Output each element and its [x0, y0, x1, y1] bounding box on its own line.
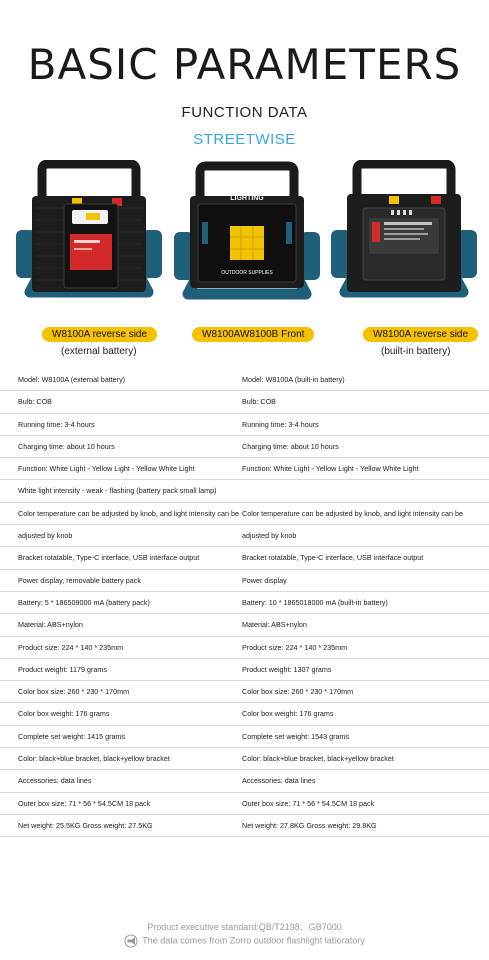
- flashlight-icon: [124, 934, 138, 948]
- spec-row: [0, 748, 489, 770]
- spec-right: adjusted by knob: [242, 531, 297, 541]
- spec-row: [0, 369, 489, 391]
- product-image-front: [172, 160, 322, 325]
- spec-right: Charging time: about 10 hours: [242, 441, 339, 451]
- spec-right: Color box size: 260 * 230 * 170mm: [242, 687, 354, 697]
- spec-left: Outer box size: 71 * 56 * 54.5CM 18 pack: [18, 798, 151, 808]
- spec-row: [0, 659, 489, 681]
- spec-left: Material: ABS+nylon: [18, 620, 83, 630]
- product-subcaption-builtin: (built-in battery): [381, 346, 451, 357]
- spec-row: [0, 547, 489, 569]
- spec-left: Product weight: 1179 grams: [18, 664, 107, 674]
- spec-right: Running time: 3-4 hours: [242, 419, 319, 429]
- spec-right: Color box weight: 176 grams: [242, 709, 334, 719]
- spec-right: Color temperature can be adjusted by knob, and light intensity can be: [242, 508, 463, 518]
- brand-name: STREETWISE: [193, 131, 296, 148]
- product-image-external-battery: [14, 160, 164, 325]
- spec-row: [0, 770, 489, 792]
- outdoor-supplies-label: OUTDOOR SUPPLIES: [221, 270, 273, 276]
- spec-left: Power display, removable battery pack: [18, 575, 141, 585]
- spec-right: Bracket rotatable, Type-C interface, USB interface output: [242, 553, 424, 563]
- data-source-note: [0, 934, 489, 948]
- spec-left: Charging time: about 10 hours: [18, 441, 115, 451]
- spec-left: Battery: 5 * 186509000 mA (battery pack): [18, 597, 150, 607]
- product-image-builtin-battery: [329, 160, 479, 325]
- spec-row: [0, 815, 489, 837]
- spec-row: [0, 726, 489, 748]
- spec-left: Net weight: 25.5KG Gross weight: 27.5KG: [18, 820, 153, 830]
- spec-row: [0, 703, 489, 725]
- spec-right: Power display: [242, 575, 287, 585]
- spec-row: [0, 414, 489, 436]
- product-caption-builtin: W8100A reverse side: [363, 327, 478, 342]
- executive-standard: Product executive standard:QB/T2198、GB7000: [147, 922, 342, 932]
- spec-right: Complete set weight: 1543 grams: [242, 731, 350, 741]
- spec-row: [0, 614, 489, 636]
- spec-left: Function: White Light - Yellow Light - Yellow White Light: [18, 464, 195, 474]
- spec-row: [0, 503, 489, 525]
- spec-left: Product size: 224 * 140 * 235mm: [18, 642, 124, 652]
- spec-left: Color temperature can be adjusted by knob, and light intensity can be: [18, 508, 239, 518]
- spec-right: Bulb: COB: [242, 397, 276, 407]
- data-source-text: The data comes from Zorro outdoor flashlight laboratory: [142, 935, 365, 946]
- spec-left: Bracket rotatable, Type-C interface, USB interface output: [18, 553, 200, 563]
- spec-row: [0, 681, 489, 703]
- spec-left: adjusted by knob: [18, 531, 73, 541]
- spec-left: Bulb: COB: [18, 397, 52, 407]
- spec-row: [0, 592, 489, 614]
- spec-row: [0, 480, 489, 502]
- spec-right: Color: black+blue bracket, black+yellow bracket: [242, 754, 394, 764]
- spec-row: [0, 525, 489, 547]
- spec-right: Outer box size: 71 * 56 * 54.5CM 18 pack: [242, 798, 375, 808]
- spec-left: Color box weight: 176 grams: [18, 709, 110, 719]
- spec-row: [0, 637, 489, 659]
- spec-left: Running time: 3-4 hours: [18, 419, 95, 429]
- spec-right: Product size: 224 * 140 * 235mm: [242, 642, 348, 652]
- specs-table: [0, 369, 489, 837]
- lighting-label: LIGHTING: [230, 195, 264, 202]
- spec-left: Accessories: data lines: [18, 776, 92, 786]
- spec-right: Product weight: 1307 grams: [242, 664, 332, 674]
- spec-row: [0, 793, 489, 815]
- spec-row: [0, 570, 489, 592]
- spec-row: [0, 436, 489, 458]
- spec-left: Complete set weight: 1415 grams: [18, 731, 126, 741]
- spec-right: Function: White Light - Yellow Light - Yellow White Light: [242, 464, 419, 474]
- product-caption-front: W8100AW8100B Front: [192, 327, 314, 342]
- page-title: BASIC PARAMETERS: [27, 40, 462, 89]
- spec-right: Accessories: data lines: [242, 776, 316, 786]
- spec-row: [0, 458, 489, 480]
- spec-left: Model: W8100A (external battery): [18, 375, 126, 384]
- spec-right: Battery: 10 * 1865018000 mA (built-in battery): [242, 597, 388, 607]
- spec-left: Color box size: 260 * 230 * 170mm: [18, 687, 130, 697]
- product-subcaption-external: (external battery): [61, 346, 137, 357]
- spec-left: Color: black+blue bracket, black+yellow bracket: [18, 754, 170, 764]
- section-subtitle: FUNCTION DATA: [181, 104, 308, 121]
- product-caption-external: W8100A reverse side: [42, 327, 157, 342]
- spec-right: Material: ABS+nylon: [242, 620, 307, 630]
- spec-right: Model: W8100A (built-in battery): [242, 375, 345, 384]
- spec-right: Net weight: 27.8KG Gross weight: 29.8KG: [242, 820, 377, 830]
- spec-left: White light intensity - weak - flashing (battery pack small lamp): [18, 486, 217, 496]
- spec-row: [0, 391, 489, 413]
